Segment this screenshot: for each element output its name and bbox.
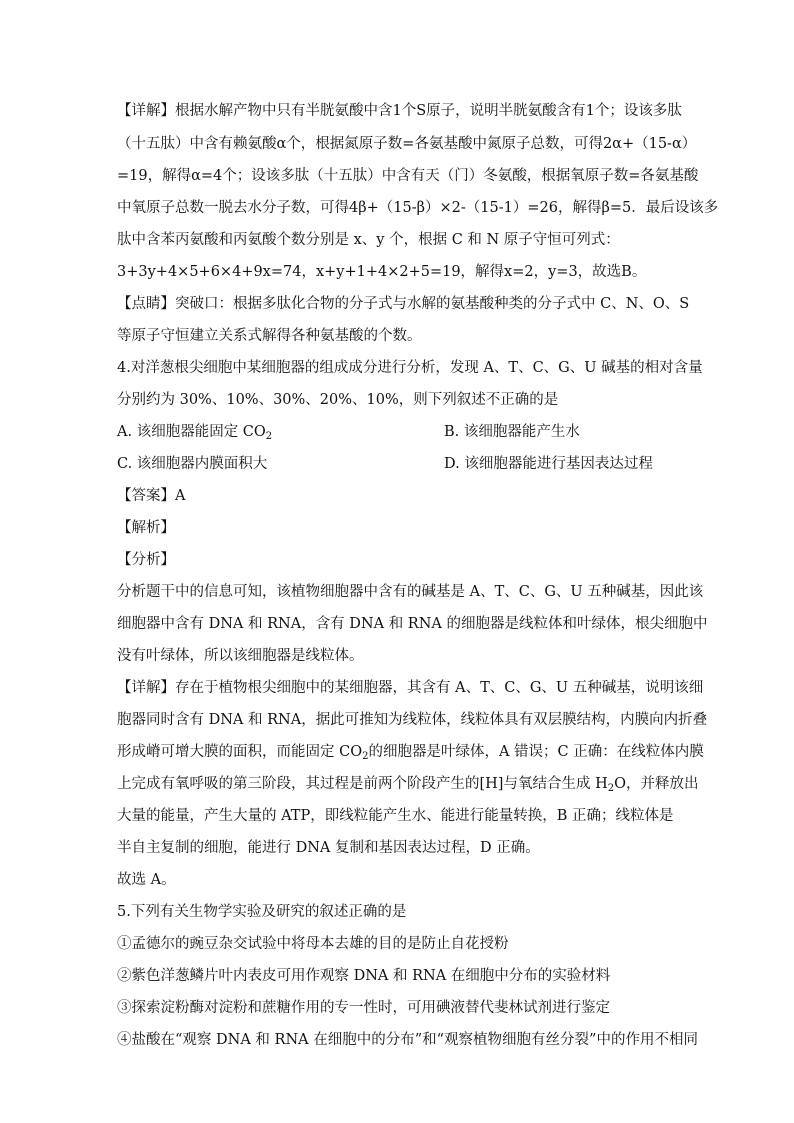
text-line: 等原子守恒建立关系式解得各种氨基酸的个数。 bbox=[117, 328, 422, 344]
option-d: D. 该细胞器能进行基因表达过程 bbox=[444, 456, 653, 472]
text-line: 3+3y+4×5+6×4+9x=74，x+y+1+4×2+5=19，解得x=2，y=3，故选B。 bbox=[117, 264, 647, 280]
text-line: （十五肽）中含有赖氨酸α个，根据氮原子数=各氨基酸中氮原子总数，可得2α+（15-α） bbox=[117, 136, 697, 152]
text-line: 【点睛】突破口：根据多肽化合物的分子式与水解的氨基酸种类的分子式中 C、N、O、S bbox=[117, 296, 690, 312]
detail-text: 大量的能量，产生大量的 ATP，即线粒能产生水、能进行能量转换，B 正确；线粒体是 bbox=[117, 808, 674, 824]
detail-text: 上完成有氧呼吸的第三阶段，其过程是前两个阶段产生的[H]与氧结合生成 $H_2O$，并释放出 bbox=[117, 776, 699, 794]
fenxi-text: 细胞器中含有 DNA 和 RNA，含有 DNA 和 RNA 的细胞器是线粒体和叶绿体，根尖细胞中 bbox=[117, 616, 708, 632]
question-5-stem: 5.下列有关生物学实验及研究的叙述正确的是 bbox=[117, 904, 407, 920]
text-line: 肽中含苯丙氨酸和丙氨酸个数分别是 x、y 个，根据 C 和 N 原子守恒可列式： bbox=[117, 232, 620, 248]
question-4-stem: 分别约为 30%、10%、30%、20%、10%，则下列叙述不正确的是 bbox=[117, 392, 559, 408]
text-line: =19，解得α=4个；设该多肽（十五肽）中含有天（门）冬氨酸，根据氧原子数=各氨基酸 bbox=[117, 168, 699, 184]
detail-text: 【详解】存在于植物根尖细胞中的某细胞器，其含有 A、T、C、G、U 五种碱基，说明该细 bbox=[117, 680, 704, 696]
detail-text: 形成嵴可增大膜的面积，而能固定 $CO_2$的细胞器是叶绿体，A 错误；C 正确：在线粒体内膜 bbox=[117, 744, 704, 762]
detail-text: 胞器同时含有 DNA 和 RNA，据此可推知为线粒体，线粒体具有双层膜结构，内膜向内折叠 bbox=[117, 712, 708, 728]
option-c: C. 该细胞器内膜面积大 bbox=[117, 456, 268, 472]
text-line: 中氧原子总数一脱去水分子数，可得4β+（15-β）×2-（15-1）=26，解得β=5．最后设该多 bbox=[117, 200, 719, 216]
question-4-stem: 4.对洋葱根尖细胞中某细胞器的组成成分进行分析，发现 A、T、C、G、U 碱基的相对含量 bbox=[117, 360, 703, 376]
fenxi-label: 【分析】 bbox=[117, 552, 175, 568]
text-line: 【详解】根据水解产物中只有半胱氨酸中含1个S原子，说明半胱氨酸含有1个；设该多肽 bbox=[117, 103, 682, 119]
option-a: A. 该细胞器能固定 $CO_2$ bbox=[117, 424, 273, 442]
list-item: ④盐酸在“观察 DNA 和 RNA 在细胞中的分布”和“观察植物细胞有丝分裂”中的作用不相同 bbox=[117, 1032, 698, 1048]
list-item: ③探索淀粉酶对淀粉和蔗糖作用的专一性时，可用碘液替代斐林试剂进行鉴定 bbox=[117, 1000, 610, 1016]
fenxi-text: 分析题干中的信息可知，该植物细胞器中含有的碱基是 A、T、C、G、U 五种碱基，因此该 bbox=[117, 584, 704, 600]
detail-text: 半自主复制的细胞，能进行 DNA 复制和基因表达过程，D 正确。 bbox=[117, 840, 540, 856]
list-item: ①孟德尔的豌豆杂交试验中将母本去雄的目的是防止自花授粉 bbox=[117, 936, 509, 952]
analysis-label: 【解析】 bbox=[117, 520, 175, 536]
list-item: ②紫色洋葱鳞片叶内表皮可用作观察 DNA 和 RNA 在细胞中分布的实验材料 bbox=[117, 968, 611, 984]
option-b: B. 该细胞器能产生水 bbox=[444, 424, 580, 440]
conclusion: 故选 A。 bbox=[117, 872, 176, 888]
fenxi-text: 没有叶绿体，所以该细胞器是线粒体。 bbox=[117, 648, 364, 664]
answer-label: 【答案】A bbox=[117, 488, 186, 504]
